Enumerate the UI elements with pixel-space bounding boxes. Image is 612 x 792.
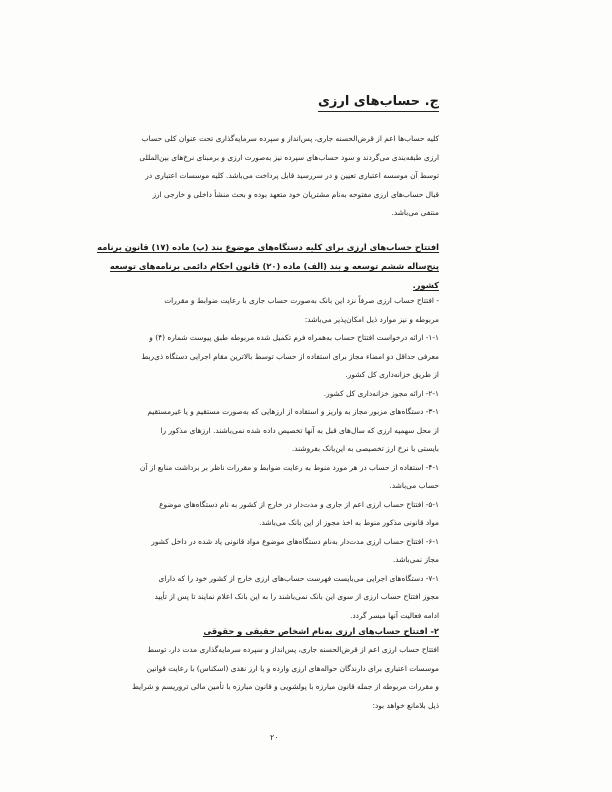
section-title: ج. حساب‌های ارزی [318,94,439,112]
text-line: ۷-۱- دستگاه‌های اجرایی می‌بایست فهرست حساب‌های ارزی خارج از کشور خود را که دارای [158,573,439,583]
intro-paragraph [139,130,439,223]
text-line: از طریق خزانه‌داری کل کشور. [345,370,439,379]
text-line: - افتتاح حساب ارزی صرفاً نزد این بانک به‌صورت حساب جاری با رعایت ضوابط و مقررات [164,296,439,305]
section1-heading [97,238,439,295]
text-line: مجاز نمی‌باشد. [392,555,439,564]
text-line: مربوطه و نیز موارد ذیل امکان‌پذیر می‌باشد: [304,314,439,324]
text-line: ادامه فعالیت آنها میسر گردد. [350,610,439,620]
text-line: ۵-۱- افتتاح حساب ارزی اعم از جاری و مدت‌دار در خارج از کشور به نام دستگاه‌های موضوع [159,499,439,509]
text-line: ۴-۱- استفاده از حساب در هر مورد منوط به رعایت ضوابط و مقررات ناظر بر برداشت منابع از آن [139,462,439,472]
text-line: توسط آن موسسه اعتباری تعیین و در سررسید قابل پرداخت می‌باشد. کلیه موسسات اعتباری در [145,171,439,180]
text-line: ۱-۱- ارائه درخواست افتتاح حساب به‌همراه فرم تکمیل شده مربوطه طبق پیوست شماره (۴) و [149,333,439,342]
text-line: حساب می‌باشد. [389,481,439,490]
text-line: بایستی با نرخ ارز تخصیصی به این‌بانک بفروشند. [291,444,439,453]
text-line: قبال حساب‌های ارزی مفتوحه به‌نام مشتریان خود متعهد بوده و بحث منشأ داخلی و خارجی ارز [152,189,439,199]
text-line: ۲-۱- ارائه مجوز خزانه‌داری کل کشور. [323,388,439,398]
section1-body [139,292,439,625]
text-line: ذیل بلامانع خواهد بود: [372,700,439,710]
text-line: افتتاح حساب ارزی اعم از قرض‌الحسنه جاری، پس‌انداز و سپرده سرمایه‌گذاری مدت دار، توسط [147,645,439,654]
section2-body [131,641,439,715]
text-line: ۳-۱- دستگاه‌های مزبور مجاز به واریز و استفاده از ارزهایی که به‌صورت مستقیم و یا غیرمستقیم [147,407,439,416]
text-line: و مقررات مربوطه از جمله قانون مبارزه با پولشویی و قانون مبارزه با تأمین مالی تروریسم و شرایط [131,682,439,691]
text-line: منتفی می‌باشد. [391,208,439,217]
text-line: ارزی طبقه‌بندی می‌گردند و سود حساب‌های سپرده نیز به‌صورت ارزی و برمبنای نرخ‌های بین‌المللی [139,152,439,162]
heading-line: ۲- افتتاح حساب‌های ارزی به‌نام اشخاص حقیقی و حقوقی [203,626,439,636]
text-line: مواد قانونی مذکور منوط به اخذ مجوز از این بانک می‌باشد. [259,518,439,527]
text-line: از محل سهمیه ارزی که سال‌های قبل به آنها تخصیص داده شده نمی‌باشند. ارزهای مذکور را [160,425,439,435]
section2-heading [174,622,439,641]
page-number: ۲۰ [270,733,279,742]
text-line: موسسات اعتباری برای دارندگان حواله‌های ارزی وارده و یا ارز نقدی (اسکناس) با رعایت قوانین [146,663,439,673]
heading-line: افتتاح حساب‌های ارزی برای کلیه دستگاه‌های موضوع بند (پ) ماده (۱۷) قانون برنامه [97,242,439,252]
text-line: مجوز افتتاح حساب ارزی از سوی این بانک نمی‌باشند را به این بانک اعلام نمایند تا پس از تأیید [154,592,439,601]
text-line: معرفی حداقل دو امضاء مجاز برای استفاده از حساب توسط بالاترین مقام اجرایی دستگاه ذی‌ربط [141,351,439,361]
heading-line: پنج‌ساله ششم توسعه و بند (الف) ماده (۲۰) قانون احکام دائمی برنامه‌های توسعه [109,261,439,271]
text-line: ۶-۱- افتتاح حساب ارزی مدت‌دار به‌نام دستگاه‌های موضوع مواد قانونی یاد شده در داخل کشور [151,536,439,546]
text-line: کلیه حساب‌ها اعم از قرض‌الحسنه جاری، پس‌انداز و سپرده سرمایه‌گذاری تحت عنوان کلی حساب [141,134,439,143]
heading-line: کشور. [412,280,439,290]
